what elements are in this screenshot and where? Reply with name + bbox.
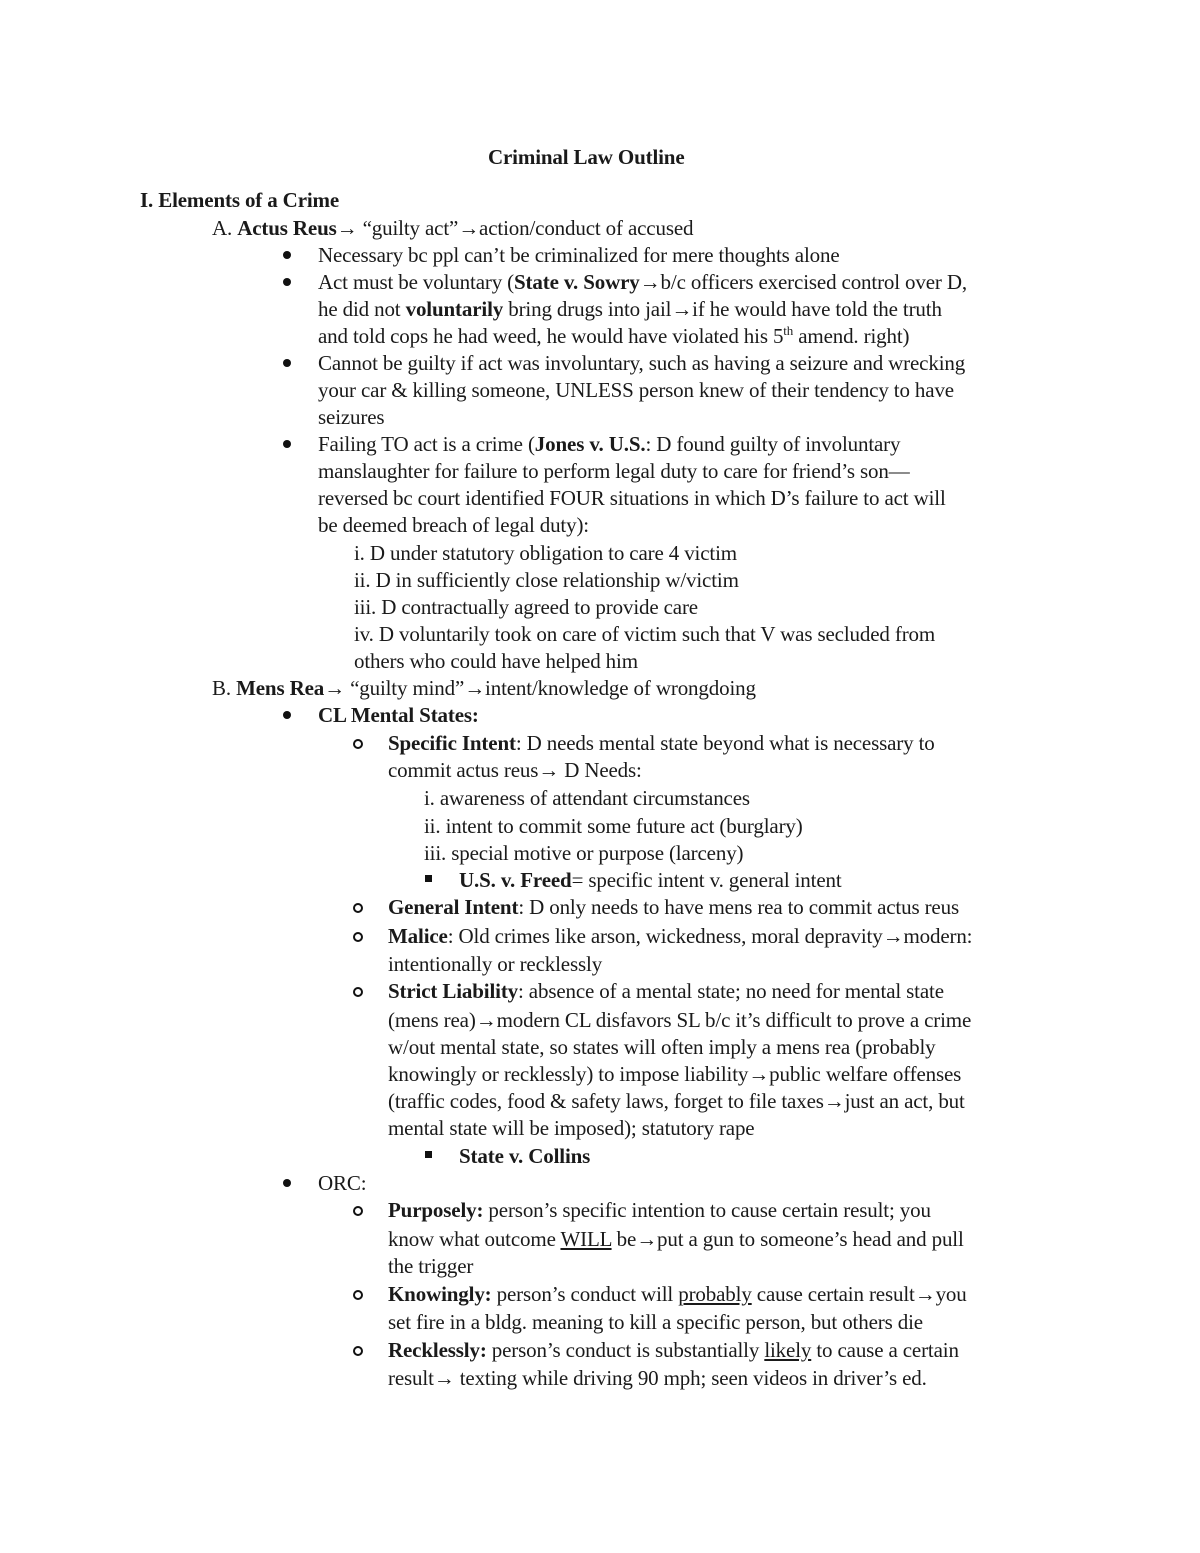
case-name: State v. Collins (459, 1144, 591, 1168)
arrow-icon: → (336, 216, 358, 240)
square-bullet-icon (425, 875, 432, 882)
circle-bullet-icon (353, 1290, 363, 1300)
list-heading: ORC: (318, 1171, 367, 1195)
list-item: Strict Liability: absence of a mental state; no need for mental state (388, 979, 944, 1003)
circle-bullet-icon (353, 987, 363, 997)
bullet-icon (283, 278, 291, 286)
arrow-icon: → (671, 297, 693, 321)
list-item: Failing TO act is a crime (Jones v. U.S.: D found guilty of involuntary (318, 432, 901, 456)
arrow-icon: → (458, 216, 480, 240)
list-heading: CL Mental States: (318, 703, 479, 727)
circle-bullet-icon (353, 1346, 363, 1356)
list-item: Malice: Old crimes like arson, wickedness, moral depravity→modern: (388, 924, 973, 948)
sub-list-item: iii. special motive or purpose (larceny) (424, 841, 744, 865)
arrow-icon: → (882, 924, 904, 948)
section-heading: I. Elements of a Crime (140, 188, 340, 212)
bullet-icon (283, 1179, 291, 1187)
list-item-continuation: (traffic codes, food & safety laws, forget to file taxes→just an act, but (388, 1089, 965, 1113)
list-item-continuation: he did not voluntarily bring drugs into jail→if he would have told the truth (318, 297, 942, 321)
list-item: Necessary bc ppl can’t be criminalized for mere thoughts alone (318, 243, 840, 267)
arrow-icon: → (475, 1008, 497, 1032)
list-item-continuation: reversed bc court identified FOUR situations in which D’s failure to act will (318, 486, 946, 510)
sub-list-item: iv. D voluntarily took on care of victim such that V was secluded from (354, 622, 936, 646)
list-item: General Intent: D only needs to have mens rea to commit actus reus (388, 895, 959, 919)
list-item-continuation: w/out mental state, so states will often imply a mens rea (probably (388, 1035, 936, 1059)
list-item: U.S. v. Freed= specific intent v. general intent (459, 868, 842, 892)
square-bullet-icon (425, 1151, 432, 1158)
list-item-continuation: manslaughter for failure to perform legal duty to care for friend’s son— (318, 459, 910, 483)
circle-bullet-icon (353, 903, 363, 913)
sub-list-item: iii. D contractually agreed to provide care (354, 595, 698, 619)
list-item-continuation: the trigger (388, 1254, 474, 1278)
subsection-actus-reus: A. Actus Reus→ “guilty act”→action/conduct of accused (212, 216, 694, 240)
bullet-icon (283, 711, 291, 719)
list-item-continuation: (mens rea)→modern CL disfavors SL b/c it’s difficult to prove a crime (388, 1008, 972, 1032)
sub-list-item: ii. D in sufficiently close relationship w/victim (354, 568, 739, 592)
arrow-icon: → (636, 1227, 658, 1251)
arrow-icon: → (639, 270, 661, 294)
list-item: Cannot be guilty if act was involuntary, such as having a seizure and wrecking (318, 351, 966, 375)
list-item: Specific Intent: D needs mental state beyond what is necessary to (388, 731, 935, 755)
list-item-continuation: and told cops he had weed, he would have violated his 5th amend. right) (318, 323, 910, 348)
sub-list-item: i. awareness of attendant circumstances (424, 786, 750, 810)
arrow-icon: → (433, 1366, 455, 1390)
list-item-continuation: seizures (318, 405, 385, 429)
bullet-icon (283, 359, 291, 367)
subsection-mens-rea: B. Mens Rea→ “guilty mind”→intent/knowledge of wrongdoing (212, 676, 756, 700)
list-item-continuation: result→ texting while driving 90 mph; seen videos in driver’s ed. (388, 1366, 927, 1390)
list-item: Purposely: person’s specific intention to cause certain result; you (388, 1198, 931, 1222)
list-item: Act must be voluntary (State v. Sowry→b/c officers exercised control over D, (318, 270, 967, 294)
list-item-continuation: intentionally or recklessly (388, 952, 603, 976)
list-item: Recklessly: person’s conduct is substantially likely to cause a certain (388, 1338, 959, 1362)
arrow-icon: → (748, 1062, 770, 1086)
bullet-icon (283, 251, 291, 259)
list-item-continuation: know what outcome WILL be→put a gun to someone’s head and pull (388, 1227, 964, 1251)
list-item: Knowingly: person’s conduct will probably cause certain result→you (388, 1282, 967, 1306)
sub-list-item-continuation: others who could have helped him (354, 649, 638, 673)
list-item-continuation: set fire in a bldg. meaning to kill a specific person, but others die (388, 1310, 923, 1334)
list-item-continuation: your car & killing someone, UNLESS person knew of their tendency to have (318, 378, 954, 402)
list-item-continuation: knowingly or recklessly) to impose liability→public welfare offenses (388, 1062, 962, 1086)
circle-bullet-icon (353, 1206, 363, 1216)
arrow-icon: → (914, 1282, 936, 1306)
list-item-continuation: mental state will be imposed); statutory rape (388, 1116, 755, 1140)
list-item-continuation: commit actus reus→ D Needs: (388, 758, 642, 782)
arrow-icon: → (464, 676, 486, 700)
arrow-icon: → (823, 1089, 845, 1113)
arrow-icon: → (538, 758, 560, 782)
arrow-icon: → (324, 676, 345, 700)
sub-list-item: i. D under statutory obligation to care 4 victim (354, 541, 737, 565)
page-title: Criminal Law Outline (488, 145, 685, 169)
circle-bullet-icon (353, 932, 363, 942)
bullet-icon (283, 440, 291, 448)
circle-bullet-icon (353, 739, 363, 749)
list-item-continuation: be deemed breach of legal duty): (318, 513, 589, 537)
sub-list-item: ii. intent to commit some future act (burglary) (424, 814, 803, 838)
